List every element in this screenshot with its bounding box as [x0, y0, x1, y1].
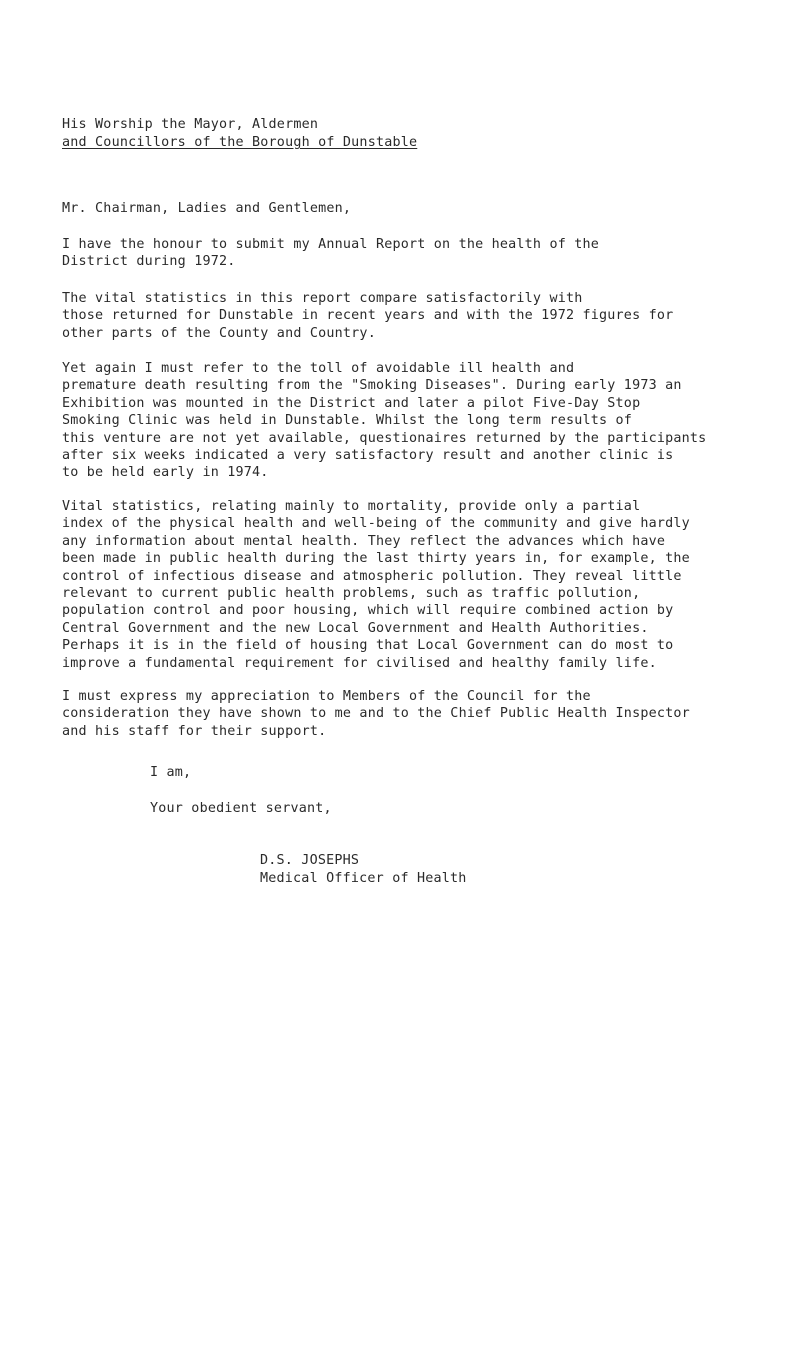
paragraph-3 [62, 360, 782, 482]
paragraph-line: Smoking Clinic was held in Dunstable. Whilst the long term results of [62, 413, 633, 429]
paragraph-line: I have the honour to submit my Annual Report on the health of the [62, 237, 600, 252]
paragraph-line: Exhibition was mounted in the District and later a pilot Five-Day Stop [62, 395, 641, 411]
signature-title: Medical Officer of Health [260, 871, 467, 886]
paragraph-line: The vital statistics in this report compare satisfactorily with [62, 291, 583, 306]
closing-line-1: I am, [150, 765, 192, 780]
addressee-line-1: His Worship the Mayor, Aldermen [62, 117, 319, 132]
paragraph-line: those returned for Dunstable in recent years and with the 1972 figures for [62, 308, 674, 324]
paragraph-5 [62, 688, 782, 740]
paragraph-1 [62, 236, 782, 271]
paragraph-line: Central Government and the new Local Government and Health Authorities. [62, 620, 649, 636]
paragraph-line: this venture are not yet available, questionaires returned by the participants [62, 430, 707, 446]
paragraph-line: improve a fundamental requirement for civilised and healthy family life. [62, 655, 657, 671]
paragraph-line: District during 1972. [62, 254, 236, 270]
paragraph-line: I must express my appreciation to Members of the Council for the [62, 689, 591, 704]
paragraph-line: index of the physical health and well-being of the community and give hardly [62, 516, 690, 532]
paragraph-4 [62, 498, 782, 672]
paragraph-line: population control and poor housing, which will require combined action by [62, 603, 674, 619]
signature-name: D.S. JOSEPHS [260, 853, 360, 868]
paragraph-line: relevant to current public health problems, such as traffic pollution, [62, 586, 641, 602]
paragraph-line: Perhaps it is in the field of housing that Local Government can do most to [62, 638, 674, 654]
paragraph-line: been made in public health during the last thirty years in, for example, the [62, 551, 690, 567]
paragraph-line: any information about mental health. They reflect the advances which have [62, 533, 666, 549]
paragraph-line: Yet again I must refer to the toll of avoidable ill health and [62, 361, 575, 376]
salutation: Mr. Chairman, Ladies and Gentlemen, [62, 201, 352, 216]
paragraph-line: consideration they have shown to me and to the Chief Public Health Inspector [62, 706, 690, 722]
paragraph-line: to be held early in 1974. [62, 465, 269, 481]
paragraph-line: after six weeks indicated a very satisfactory result and another clinic is [62, 448, 674, 464]
paragraph-line: control of infectious disease and atmospheric pollution. They reveal little [62, 568, 682, 584]
paragraph-line: and his staff for their support. [62, 723, 327, 739]
paragraph-line: premature death resulting from the "Smoking Diseases". During early 1973 an [62, 378, 682, 394]
addressee-line-2: and Councillors of the Borough of Dunstable [62, 135, 418, 150]
paragraph-line: Vital statistics, relating mainly to mortality, provide only a partial [62, 499, 641, 514]
closing-line-2: Your obedient servant, [150, 801, 332, 816]
paragraph-2 [62, 290, 782, 342]
paragraph-line: other parts of the County and Country. [62, 325, 376, 341]
